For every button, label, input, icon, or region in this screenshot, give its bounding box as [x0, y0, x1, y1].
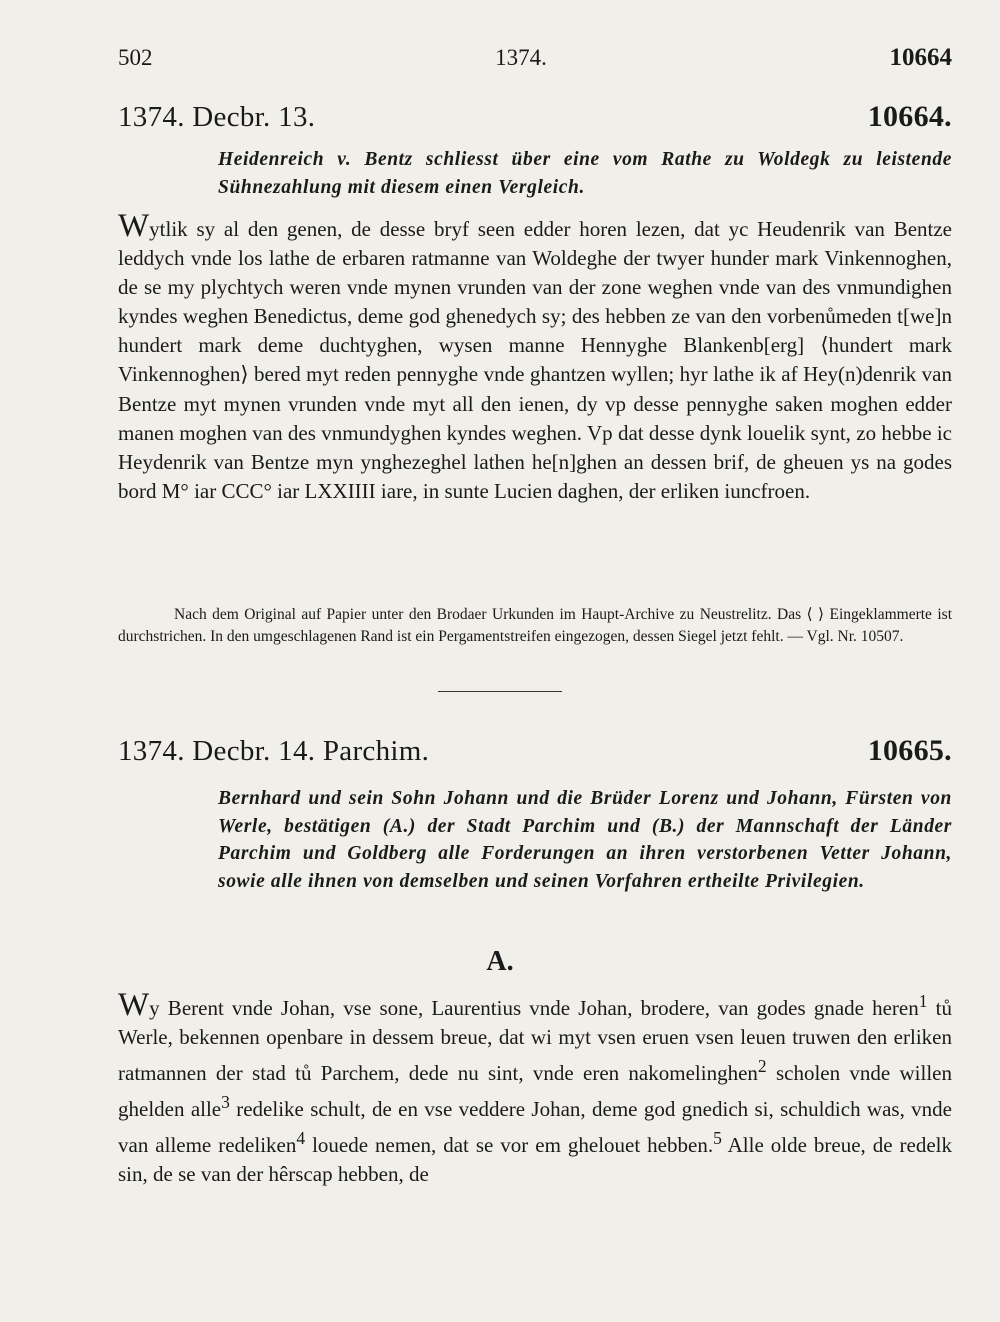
initial-letter: W — [118, 987, 150, 1023]
charter-body-part: y Berent vnde Johan, vse sone, Laurentius vnde Johan, brodere, van godes gnade heren — [149, 996, 919, 1020]
running-year: 1374. — [495, 45, 547, 70]
charter-body-part: scholen vnde willen ghelden alle — [118, 1061, 952, 1122]
section-label: A. — [486, 946, 514, 977]
doc-number: 10664. — [867, 100, 952, 133]
footnote-marker: 5 — [713, 1128, 722, 1149]
doc-heading-10664 — [118, 100, 952, 134]
footnote-marker: 1 — [918, 991, 928, 1011]
footnote-marker: 4 — [296, 1128, 306, 1149]
charter-body-part: tů Werle, bekennen openbare in dessem breue, dat wi myt vsen eruen vsen leuen truwen den erliken ratmannen der stad tů Parchem, dede nu sint, vnde eren nakomelinghen — [118, 996, 952, 1086]
doc-date: 1374. Decbr. 13. — [118, 101, 316, 133]
initial-letter: W — [118, 208, 150, 244]
charter-text-10664 — [118, 210, 952, 506]
charter-body-part: redelike schult, de en vse veddere Johan, deme god gnedich si, schuldich was, vnde van alleme redeliken — [118, 1097, 952, 1158]
footnote-marker: 3 — [221, 1092, 230, 1113]
doc-heading-10665 — [118, 734, 952, 768]
charter-body-part: louede nemen, dat se vor em ghelouet hebben. — [305, 1133, 714, 1158]
charter-body-part: Alle olde breue, de redelk sin, de se van der hêrscap hebben, de — [118, 1133, 953, 1187]
charter-body: ytlik sy al den genen, de desse bryf seen edder horen lezen, dat yc Heudenrik van Bentze leddych vnde los lathe de erbaren ratmanne van Woldeghe der twyer hunder mark Vinkennoghen, de se my plychtych weren vnde mynen vrunden van der zone weghen vnde van des vnmundighen kyndes weghen Benedictus, deme god ghenedych sy; des hebben ze van den vorbenůmeden t[we]n hundert mark deme duchtyghen, wysen manne Hennyghe Blankenb[erg] ⟨hundert mark Vinkennoghen⟩ bered myt reden pennyghe vnde ghantzen wyllen; hyr lathe ik af Hey(n)denrik van Bentze myt mynen vrunden vnde myt all den ienen, dy vp desse pennyghe saken moghen edder manen moghen van des vnmundyghen kyndes weghen. Vp dat desse dynk louelik synt, zo hebbe ic Heydenrik van Bentze myn ynghezeghel lathen he[n]ghen an dessen brif, de gheuen ys na godes bord M° iar CCC° iar LXXIIII iare, in sunte Lucien daghen, der erliken iuncfroen. — [118, 217, 952, 503]
section-divider — [438, 691, 562, 692]
source-note-10664: Nach dem Original auf Papier unter den Brodaer Urkunden im Haupt-Archive zu Neustrelitz. Das ⟨ ⟩ Eingeklammerte ist durchstrichen. In den umgeschlagenen Rand ist ein Pergamentstreifen eingezogen, dessen Siegel jetzt fehlt. — Vgl. Nr. 10507. — [118, 606, 952, 645]
charter-text-10665 — [118, 987, 952, 1190]
regest-10665: Bernhard und sein Sohn Johann und die Brüder Lorenz und Johann, Fürsten von Werle, bestätigen (A.) der Stadt Parchim und (B.) der Mannschaft der Länder Parchim und Goldberg alle Forderungen an ihren verstorbenen Vetter Johann, sowie alle ihnen von demselben und seinen Vorfahren ertheilte Privilegien. — [218, 788, 952, 892]
running-doc-number: 10664 — [889, 44, 952, 71]
running-head — [118, 44, 952, 72]
regest-10664: Heidenreich v. Bentz schliesst über eine vom Rathe zu Woldegk zu leistende Sühnezahlung mit diesem einen Vergleich. — [218, 149, 952, 198]
doc-number: 10665. — [867, 734, 952, 767]
footnote-marker: 2 — [757, 1056, 767, 1077]
doc-date: 1374. Decbr. 14. Parchim. — [118, 735, 430, 767]
page-number: 502 — [118, 45, 153, 70]
